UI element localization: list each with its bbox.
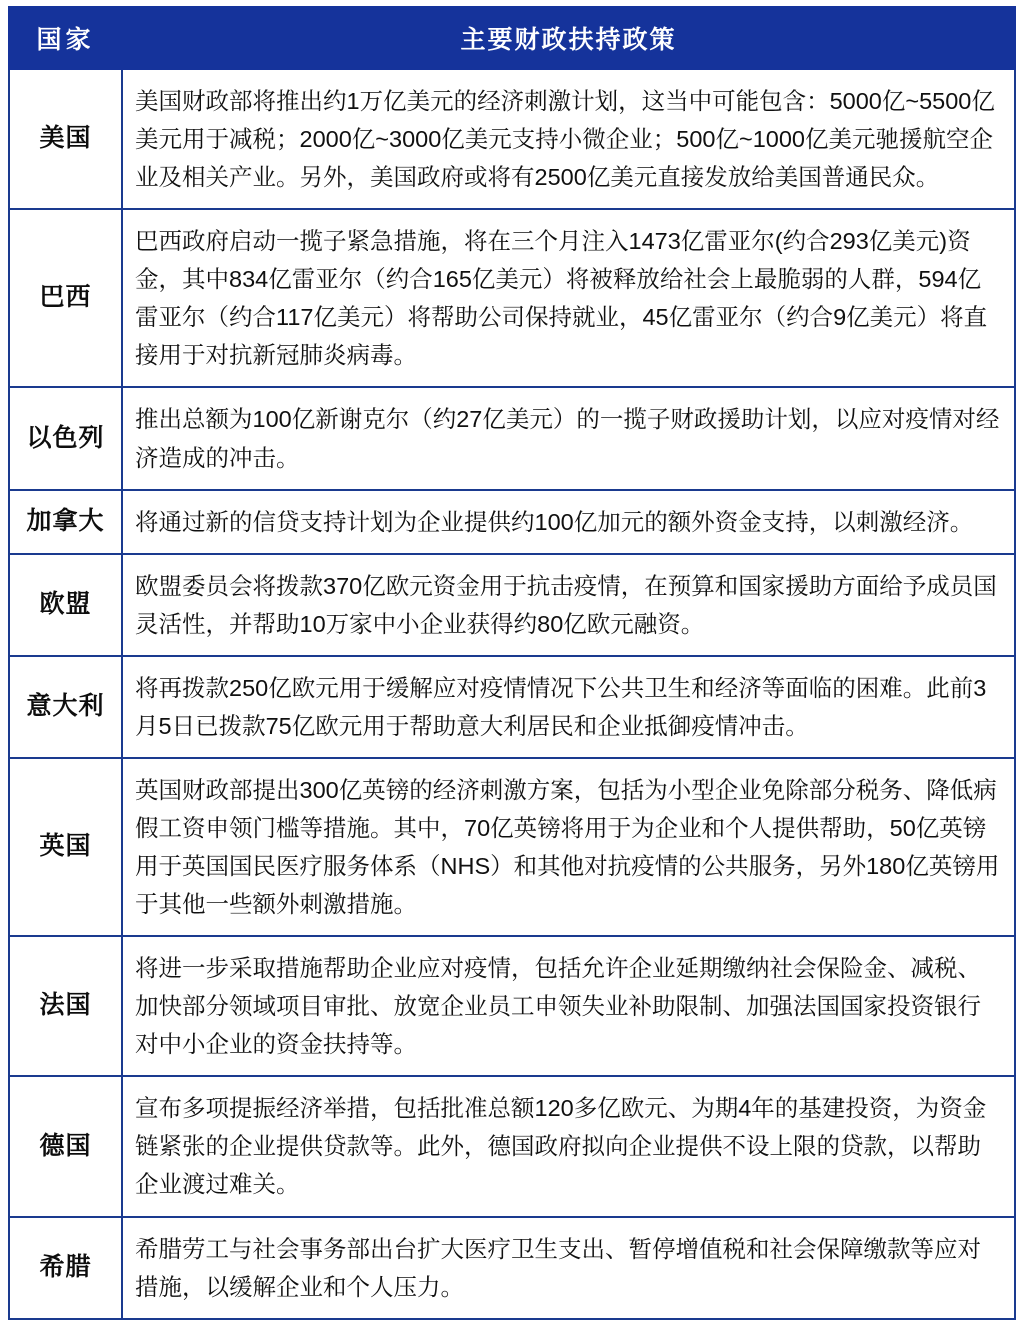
- cell-country: 法国: [9, 936, 122, 1076]
- cell-country: 巴西: [9, 209, 122, 387]
- cell-policy: 推出总额为100亿新谢克尔（约27亿美元）的一揽子财政援助计划，以应对疫情对经济造成的冲击。: [122, 387, 1015, 489]
- table-row: [9, 387, 1015, 489]
- table-row: [9, 69, 1015, 209]
- cell-policy: 美国财政部将推出约1万亿美元的经济刺激计划，这当中可能包含：5000亿~5500亿美元用于减税；2000亿~3000亿美元支持小微企业；500亿~1000亿美元驰援航空企业及相关产业。另外，美国政府或将有2500亿美元直接发放给美国普通民众。: [122, 69, 1015, 209]
- cell-policy: 欧盟委员会将拨款370亿欧元资金用于抗击疫情，在预算和国家援助方面给予成员国灵活性，并帮助10万家中小企业获得约80亿欧元融资。: [122, 554, 1015, 656]
- cell-country: 加拿大: [9, 490, 122, 554]
- table-row: [9, 656, 1015, 758]
- table-row: [9, 1076, 1015, 1216]
- column-header-country: 国家: [9, 7, 122, 69]
- cell-country: 以色列: [9, 387, 122, 489]
- table-row: [9, 758, 1015, 936]
- cell-policy: 将再拨款250亿欧元用于缓解应对疫情情况下公共卫生和经济等面临的困难。此前3月5日已拨款75亿欧元用于帮助意大利居民和企业抵御疫情冲击。: [122, 656, 1015, 758]
- cell-country: 欧盟: [9, 554, 122, 656]
- table-row: [9, 209, 1015, 387]
- cell-country: 德国: [9, 1076, 122, 1216]
- table-header-row: [9, 7, 1015, 69]
- table-row: [9, 1217, 1015, 1319]
- cell-policy: 将通过新的信贷支持计划为企业提供约100亿加元的额外资金支持，以刺激经济。: [122, 490, 1015, 554]
- cell-country: 意大利: [9, 656, 122, 758]
- column-header-policy: 主要财政扶持政策: [122, 7, 1015, 69]
- table-body: [9, 69, 1015, 1319]
- table-row: [9, 554, 1015, 656]
- table-row: [9, 936, 1015, 1076]
- cell-country: 美国: [9, 69, 122, 209]
- cell-policy: 宣布多项提振经济举措，包括批准总额120多亿欧元、为期4年的基建投资，为资金链紧张的企业提供贷款等。此外，德国政府拟向企业提供不设上限的贷款，以帮助企业渡过难关。: [122, 1076, 1015, 1216]
- cell-policy: 将进一步采取措施帮助企业应对疫情，包括允许企业延期缴纳社会保险金、减税、加快部分领域项目审批、放宽企业员工申领失业补助限制、加强法国国家投资银行对中小企业的资金扶持等。: [122, 936, 1015, 1076]
- cell-policy: 英国财政部提出300亿英镑的经济刺激方案，包括为小型企业免除部分税务、降低病假工资申领门槛等措施。其中，70亿英镑将用于为企业和个人提供帮助，50亿英镑用于英国国民医疗服务体系（NHS）和其他对抗疫情的公共服务，另外180亿英镑用于其他一些额外刺激措施。: [122, 758, 1015, 936]
- table-header: [9, 7, 1015, 69]
- table-row: [9, 490, 1015, 554]
- cell-policy: 希腊劳工与社会事务部出台扩大医疗卫生支出、暂停增值税和社会保障缴款等应对措施，以缓解企业和个人压力。: [122, 1217, 1015, 1319]
- cell-country: 希腊: [9, 1217, 122, 1319]
- cell-policy: 巴西政府启动一揽子紧急措施，将在三个月注入1473亿雷亚尔(约合293亿美元)资金，其中834亿雷亚尔（约合165亿美元）将被释放给社会上最脆弱的人群，594亿雷亚尔（约合117亿美元）将帮助公司保持就业，45亿雷亚尔（约合9亿美元）将直接用于对抗新冠肺炎病毒。: [122, 209, 1015, 387]
- fiscal-policy-table: [8, 6, 1016, 1320]
- cell-country: 英国: [9, 758, 122, 936]
